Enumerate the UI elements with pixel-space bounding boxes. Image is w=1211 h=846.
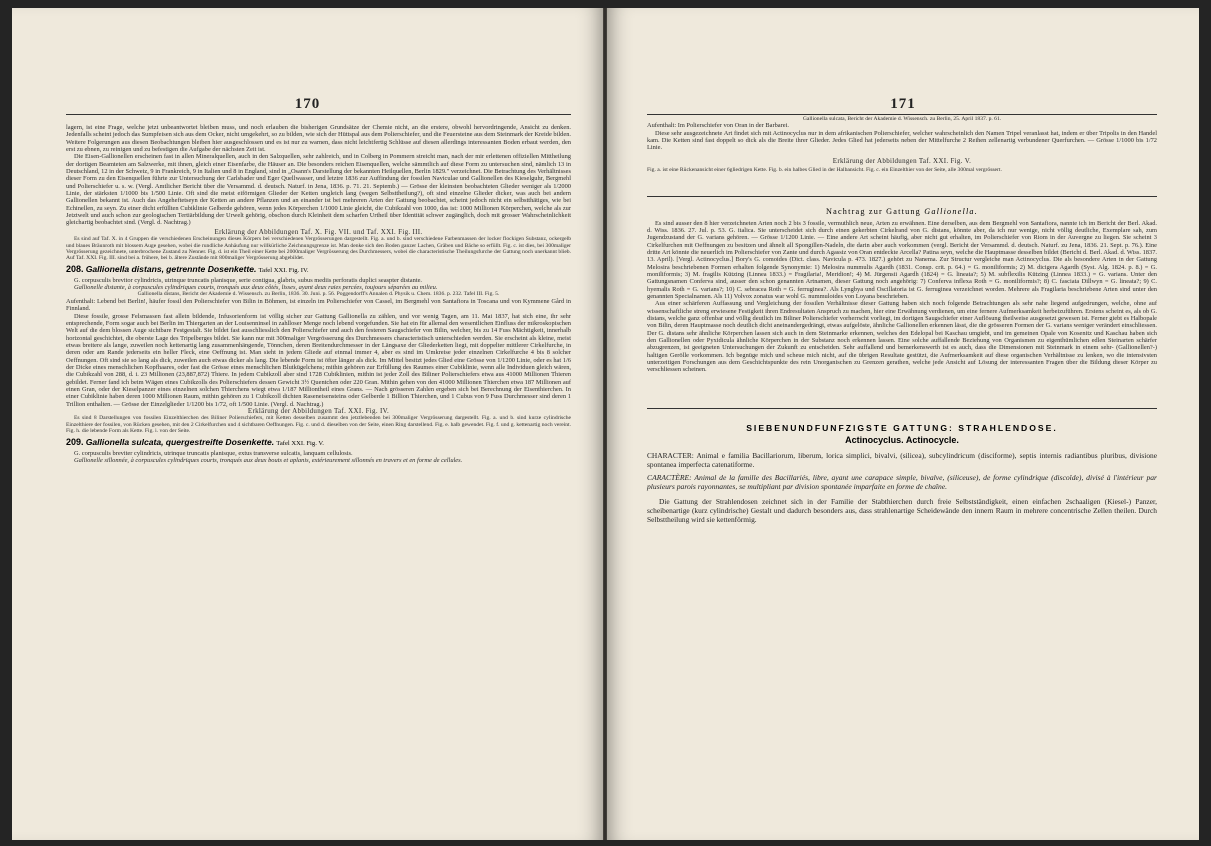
species-209-latin-name: Gallionella sulcata,: [85, 436, 164, 447]
species-208-latin-name: Gallionella distans,: [85, 263, 165, 274]
abbildungen-title-1: Erklärung der Abbildungen Taf. X. Fig. VII. und Taf. XXI. Fig. III.: [214, 227, 423, 236]
right-abbildungen-text: Fig. a. ist eine Rückenansicht einer 6gliedrigen Kette. Fig. b. ein halbes Glied in der Halbansicht. Fig. c. ein Einzelthier von der Seite, alle 300mal vergrössert.: [647, 167, 1002, 174]
species-208-heading: [66, 264, 571, 276]
species-209-heading: [66, 437, 571, 449]
caractere-label: CARACTÈRE:: [647, 472, 692, 482]
section-divider: [647, 196, 1157, 197]
species-208-german-name: getrennte Dosenkette.: [166, 263, 257, 274]
eisen-paragraph: Die Eisen-Gallionellen erscheinen fast in allen Mineralquellen, auch in den Salzquellen, sehr zahlreich, und in Colberg in Pommern streicht man, nach der mir erlettenen offiziellen Mittheilung der dortigen Beamteten am Salzwerke, mit ihnen, gleich einer Eisenfarbe, die Häuser an. Die besonders reichen Eisenquellen, welche sämmtlich auf diese Form zu untersuchen sind, nämlich 13 in Deutschland, 12 in der Schweiz, 9 in Frankreich, 9 in Italien und 8 in England, sind in „Osann's Darstellung der bekannten Heilquellen, Berlin 1829." verzeichnet. Die Betrachtung des Verhältnisses dieser Form zu den Eisenquellen führte zur Untersuchung der Carlsbader und Eger Quellwasser, und letztre 1836 zur Auffindung der fossilen Naviculae und Gallionellen des Kieselguhr, Bergmehl und Polierschiefer u. s. w. (Vergl. Amtlicher Bericht über die Versammd. d. deutsch. Naturf. in Jena, 1836. p. 71. 21. Septemb.) — Grösse der kleinsten beobachteten Glieder weniger als 1/2000 Linie, der stärksten 1/1000 bis 1/500 Linie. Oft sind die meist eiförmigen Glieder der Ketten ungleich lang (wegen Selbsttheilung?), oft sind einzelne Glieder dicker, was auch bei andern Gallionellen bekannt ist. Auch das Angeheftetseyn der Ketten an andere Pflanzen und an einander ist bei mehreren Arten der Gattung beobachtet, scheint jedoch nicht ein selbstthätiges, wie bei Echinellen, zu seyn. Zu einer dicht erfüllten Cubiklinie Gelberde gehören, wenn jedes Körperchen 1/1000 Linie gleicht, die Cubikzahl von 1000, das ist: 1000 Millionen Körperchen, welche als zur Jetztwelt und auch schon zur geologischen Tertiärbildung der Urwelt gehörig, obschon durch Kleinheit dem scharfen Urtheil über Identität schwer zugänglich, doch mit grosser Wahrscheinlichkeit gleichartig beobachtet sind. (Vergl. d. Nachtrag.): [66, 153, 571, 227]
species-208-reference: Gallionella distans, Bericht der Akademie d. Wissensch. zu Berlin, 1836. 30. Juni. p. 56. Poggendorff's Annalen d. Physik u. Chem. 1836. p. 232. Tafel III. Fig. 5.: [137, 291, 500, 298]
right-abbildungen-title: Erklärung der Abbildungen Taf. XXI. Fig. V.: [832, 156, 972, 165]
sulcata-description: Diese sehr ausgezeichnete Art findet sich mit Actinocyclus nur in dem afrikanischen Polierschiefer, welcher wahrscheinlich den Namen Tripel veranlasst hat, indem er über Tripolis in den Handel kam. Die Ketten sind fast doppelt so dick als die Breite ihrer Glieder. Jedes Glied hat jederseits neben der Mittelfurche 2 Reihen zellenartig verbundener Querfurchen. — Grösse 1/1000 bis 1/72 Linie.: [647, 129, 1157, 152]
left-page-body: [66, 124, 571, 840]
right-page-body: [647, 116, 1157, 840]
species-208-diagnosis-french: Gallionelle distante, à corpuscules cylindriques courts, tronqués aux deux côtés, lisses, ayant deux raies percées, toujours séparées au milieu.: [74, 284, 438, 292]
character-text: Animal e familia Bacillariorum, liberum, lorica simplici, bivalvi, (silicea), subcylindricum (disciforme), septis internis radiantibus pluribus, divisione spontanea imperfecta catenatiforme.: [647, 450, 1157, 469]
intro-paragraph: lagern, ist eine Frage, welche jetzt unbeantwortet bleiben muss, und noch erlauben die bisherigen Grundsätze der Chemie nicht, an die erstere, obwohl hervordringende, Ansicht zu denken. Jedenfalls scheint jedoch das Sumpfeisen sich aus dem Ocker, nicht umgekehrt, so zu bilden, wie sich der Hüttspal aus dem Polierschiefer, und die Feuersteine aus dem Steinmark der Kreide bilden. Weitere Folgerungen aus diesen Beobachtungen bleiben hier ausgeschlossen und es ist nur zu warnen, dass nicht leichtfertig Schlüsse auf diesen allerdings interessanten Boden erbaut werden, den erst zu ebnen, zu reinigen und zu befestigen die Aufgabe der nächsten Zeit ist.: [66, 124, 571, 154]
species-208-aufenthalt: Aufenthalt: Lebend bei Berlin!, häufer fossil den Polierschiefer von Bilin in Böhmen, ist einzeln im Polierschiefer von Cassel, im Bergmehl von Santafiora in Toscana und von Kymmene Gård in Finnland.: [66, 297, 571, 313]
species-208-diagnosis-latin: G. corpusculis brevitor cylindricis, utrinque truncatis planisque, serie contigua, glabris, subus mediis perforatis duplici seaspter distante.: [74, 276, 423, 284]
nachtrag-paragraph-2: Aus einer schärferen Auffassung und Vergleichung der fossilen Verhältnisse dieser Gattung haben sich noch folgende Betrachtungen als sehr nahe liegend aufgedrungen, welche, ohne auf wissenschaftliche streng erwiesene Festigkeit ihren Endresultaten Anspruch zu machen, hier eine Erwähnung verdienen, um eine fernere Aufmerksamkeit herbeizuführen. Erstens scheint es, als ob G. distans, welche ganz offenbar und völlig deutlich im Biliner Polierschiefer vorherrscht vorliegt, im dortigen Saugschiefer einer Auflösung theilweise ausgesetzt gewesen ist. Ferner giebt es Halbopale von Bilin, deren Hauptmasse noch deutlich dicht aneinandergedrängt, etwas aufgelöste, ähnliche Gallionellen erkennen lässt, die die grösseren Formen der G. varians weniger verändert einschliessen. Der G. distans sehr ähnliche Körperchen lassen sich auch in dem Steinmarke erkennen, welches den Edelopal bei Kaschau umgiebt, und im gemeinen Opale von Kosenitz und Kaschau haben sich den Gallionellen oder Pyxidicula ähnliche Körperchen in der Substanz noch erkennen lassen. Eine solche auffallende Beziehung von Organismen zu eigenthümlichen edlen Steinarten schärfer abzugrenzen, ist geeigneten Untersuchungen der Zukunft zu entscheiden. Sehr auffallend und bemerkenswerth ist es auch, dass die Dimensionen mit Steinmark in einem sehr- (Gallionellen?-) haltigen Gerölle vorkommen. Ich begnüge mich und scheue mich nicht, auf die übrigen Resultate gestützt, die Aufmerksamkeit auf diese organischen Verhältnisse zu lenken, wo die intensivsten unterzeitigen Forschungen aus dem Geschichtspunkte des rein Unorganischen zu Grenzen gerathen, welche jede Ansicht auf Lösung der interessanten Fragen über die Bildung dieser Körper zu verschliessen scheinen.: [647, 300, 1157, 374]
species-209-german-name: quergestreifte Dosenkette.: [165, 436, 275, 447]
species-209-plate: Tafel XXI. Fig. V.: [276, 439, 324, 447]
nachtrag-title: Nachtrag zur Gattung: [826, 206, 921, 216]
species-209-diagnosis-latin: G. corpusculis breviter cylindricis, utrinque truncatis planisque, extus transverse sulcatis, lanquam cellulosis.: [74, 449, 353, 457]
character-label: CHARACTER:: [647, 450, 694, 460]
genus-divider: [647, 408, 1157, 409]
right-page: [607, 8, 1199, 840]
species-208-description: Diese fossile, grosse Felsmassen fast allein bildende, Infusorienform ist völlig sicher zur Gattung Gallionella zu zählen, und vor wenig Tagen, am 11. Mai 1837, hat sich eine, ihr sehr entsprechende, Form sogar auch bei Berlin im Thiergarten an der Louisenninsel in zahlloser Menge noch lebend vorgefunden. Sie hat ein für allemal den wesentlichen Einfluss der mikroskopischen Welt auf die dem blossen Auge sichtbare Festgestalt. Sie bildet fast ausschliesslich den Polierschiefer und auch den festeren Saugschiefer von Bilin, welcher, bis zu 14 Fuss Mächtigkeit, innerhalb horizontal geschichtet, die oberste Lage des Tripelberges bildet. Sie kann nur mit 300maliger Vergrösserung des Durchmessers characteristisch unterschieden werden. Sie erscheint als kleine, meist etwas breitere als lange, zuweilen noch kettenartig lang zusammenhängende, Tönnchen, deren Breitendurchmesser in der Längsaxe der Gliederketten liegt, mit doppelter mittlerer Cirkelfurche, in deren oder am Rande jederseits ein heller Fleck, eine Oeffnung ist. Man sieht in jedem Gliede auf einmal immer 4, aber es sind im Umkreise jeder einzelnen Cirkelfurche 4 bis 8 solcher Oeffnungen. Oft sind sie so lang als dick, zuweilen auch etwas dicker als lang. Die lebende Form ist öfter länger als dick. Im Mittel besitzt jedes Glied eine Grösse von 1/1200 Linie, oder es hat 1/6 der Dicke eines menschlichen Kopfhaares, oder fast die Grösse eines menschlichen Blutkügelchens; mithin gehören zur Erfüllung des Raumes einer Cubiklinie, wenn alle Individuen gleich wären, die Cubikzahl von 288, d. i. 23 Millionen (23,887,872) Thiere. In jedem Cubikzoll aber sind 1728 Cubiklinien, mithin ist jeder Zoll des Biliner Polierschiefers etwa aus 41000 Millionen Thieren gebildet. Ferner fand ich beim Wägen eines Cubikzolls des Polierschiefers dessen Gewicht 3½ Quentchen oder 220 Gran. Mithin gehen von den 41000 Millionen Thierchen etwa 187 Millionen auf einen Gran, oder der Kieselpanzer eines einzelnen solchen Thierchens wiegt etwa 1/187 Milliontheil eines Grans. — Nach grösseren Zahlen ergeben sich bei Berechnung der Eisenthierchen. In einer Cubiklinie haben deren 1000 Millionen Raum, mithin gehören zu 1 Cubikzoll dichten Raseneisensteins oder Gelberde 1 Billion Thierchen, und 1 Cubus von 9 Fuss Durchmesser sind deren 1 Trillion enthalten. — Grösse der Einzelglieder 1/1200 bis 1/72, oft 1/500 Linie. (Vergl. d. Nachtrag.): [66, 312, 571, 408]
genus-description: Die Gattung der Strahlendosen zeichnet sich in der Familie der Stabthierchen durch freie Selbstständigkeit, einen einfachen 2schaaligen (Kiesel-) Panzer, scheibenartige (kurz cylindrische) Gestalt und dadurch besonders aus, dass strahlenartige Scheidewände den innern Raum in mehrere concentrische Zellen theilen. Durch Selbsttheilung wird sie kettenförmig.: [647, 496, 1157, 524]
right-page-number: 171: [890, 96, 916, 112]
species-209-number: 209.: [66, 436, 84, 447]
actinocyclus-aufenthalt: Aufenthalt: Im Polierschiefer von Oran in der Barbarei.: [647, 122, 789, 130]
left-page-number: 170: [294, 96, 321, 112]
abbildungen-text-2: Es sind 8 Darstellungen von fossilen Einzelthierchen des Biliner Polierschiefers, mit Ketten desselben zusammt den jetztlebenden bei 300maliger Vergrösserung dargestellt. Fig. a. und b. sind kurze cylindrische Einzelthiere der fossilen, von Rücken gesehen, mit den 2 Cirkelfurchen und 4 sichtbaren Oeffnungen. Fig. c. und d. dieselben von der Seite, einen Ring darstellend. Fig. e. halb gewendet. Fig. f. und g. kettenartig noch vereint. Fig. h. die lebende Form als Kette. Fig. i. von der Seite.: [66, 415, 571, 435]
left-page: [12, 8, 603, 840]
top-rule-right: [647, 114, 1157, 115]
family-title: SIEBENUNDFUNFZIGSTE GATTUNG: STRAHLENDOSE.: [746, 422, 1058, 433]
nachtrag-paragraph-1: Es sind ausser den 8 hier verzeichneten Arten noch 2 bis 3 fossile, vermuthlich neue, Arten zu erwähnen. Eine derselben, aus dem Bergmehl von Santafiora, nannte ich im Bericht der Berl. Akad. d. Wiss. 1836. 27. Jul. p. 53. G. italica. Sie unterscheidet sich durch einen gekerbten Cirkelrand von G. distans, könnte aber, da ich nur wenige, nicht völlig deutliche, Exemplare sah, zum Jugendzustand der G. varians gehören. — Grösse 1/1200 Linie. — Eine andere Art scheint häufig, aber nicht gut erhalten, im Polierschiefer von Riom in der Auvergne zu liegen. Sie scheint 3 Cirkelfurchen mit Oeffnungen zu besitzen und ähnelt all Spongillen-Nadeln, die darin aber auch vorkommen (vergl. Bericht der Versammd. d. deutsch. Naturf. zu Jena, 1836. 21. Sept. p. 76.). Eine dritte Art könnte die neuerlich im Polierschiefer von Zante und durch Agassiz von Oran entdeckte Arcella? Patina seyn, welche die Hauptmasse desselben bildet (Bericht d. Berl. Akad. d. Wiss. 1837. 13. April). [Vergl. Actinocyclus.] Bory's G. comoides (Dict. class. Navicula p. 473. 1827.) gehört zu Nanema. Zur Structur vergleiche man Actinocyclus. Die als besondere Arten in der Gattung Melosira beschriebenen Formen erhalten folgende Synonymie: 1) Melosira nummulis Agardh (1831. Consp. crit. p. 64.) = G. moniliformis; 2) M. dicigera Agardh (Syst. Alg. 1824. p. 8.) = G. moniliformis; 3) M. fragilis Kützing (Linnea 1833.) = Fragilaria!, Meridion!; 4) M. Jürgensii Agardh (1824) = G. lineata?; 5) M. subflexilis Kützing (Linnea 1833.) = G. varians. Unter den Gattungsnamen Conferva sind, ausser den schon genannten Artnamen, dieser Gattung noch angehörig: 7) Conferva inflexa Roth = G. moniliformis?; 8) C. fasciata Dillwyn = G. lineata?; 9) C. hyemalis Roth = G. varians?; 10) C. sebracea Roth = G. ferruginea?. Als Lyngbya und Oscillatoria ist G. ferruginea verzeichnet worden. Mehrere als Fragilaria beschriebene Arten sind unter den genannten Specialnamen. Als 11) Volvox zonatus war wohl G. nummuloides von Loyana beschrieben.: [647, 219, 1157, 300]
species-208-plate: Tafel XXI. Fig. IV.: [258, 266, 309, 274]
species-208-number: 208.: [66, 263, 84, 274]
nachtrag-genus-name: Gallionella.: [924, 206, 978, 216]
abbildungen-title-2: Erklärung der Abbildungen Taf. XXI. Fig. IV.: [247, 407, 390, 416]
caractere-text: Animal de la famille des Bacillariés, libre, ayant une carapace simple, bivalve, (siliceuse), de forme cylindrique (discoïde), divisé à l'intérieur par plusieurs parois rayonnantes, se multipliant par division spontanée imparfaite en forme de chaîne.: [647, 472, 1157, 491]
nachtrag-heading: [647, 207, 1157, 216]
species-209-diagnosis-french: Gallionelle sillonnée, à corpuscules cylindriques courts, tronqués aux deux bouts et aplanis, extérieurement sillonnés en travers et en forme de cellules.: [74, 456, 463, 464]
abbildungen-text-1: Es sind auf Taf. X. in 4 Gruppen die verschiedenen Erscheinungen dieses Körpers bei verschiedenen Vergrösserungen dargestellt. Fig. a. und b. sind verschiedene Farbenmassen der locker flockigen Substanz, ockergelb und blaues Bräunroth mit blossem Auge gesehen, wobei die rundliche Anhäufung nur willkürliche Zeichnungsgrenze ist. Man denke sich den Boden ganzer Lachen, Gräben und Bäche so erfüllt. Fig. c. ist dies, bei 300maliger Vergrösserung gezeichnete, unterbrochene Zustand zu Nenner. Fig. d. ist ein Theil einer Kette bei 2000maliger Vergrösserung des Durchmessers, wobei die characteristische Theilungsfurche der Gattung noch unerkannt blieb. Auf Taf. XXI. Fig. III. sind bei a. frühere, bei b. ältere Zustände mit 800maliger Vergrösserung abgebildet.: [66, 236, 571, 262]
genus-title: Actinocyclus. Actinocycle.: [845, 434, 959, 445]
caractere-paragraph: [647, 473, 1157, 491]
top-rule-left: [66, 114, 571, 115]
character-paragraph: [647, 451, 1157, 469]
right-header-reference: Gallionella sulcata, Bericht der Akademie d. Wissensch. zu Berlin, 25. April 1837. p. 61.: [802, 116, 1002, 122]
